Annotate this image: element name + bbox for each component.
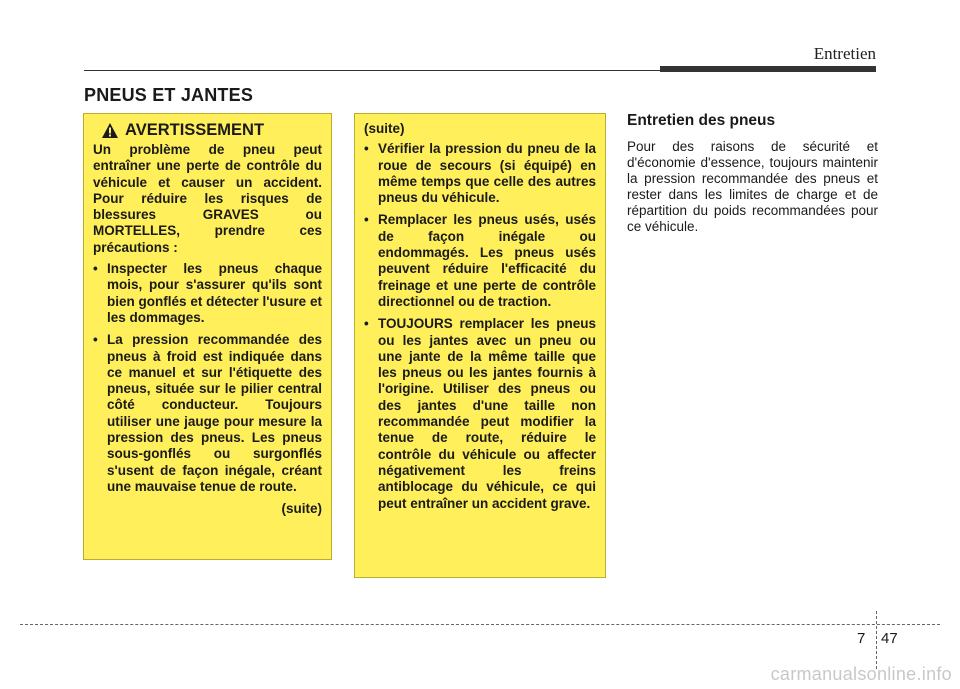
tire-maintenance-section — [627, 112, 878, 235]
warning-bullet: • TOUJOURS remplacer les pneus ou les jantes avec un pneu ou une jante de la même taille que les pneus ou les jantes fournis à l'origine. Utiliser des pneus ou des jantes d'une taille non recommandée peut modifier la tenue de route, réduire le contrôle du véhicule ou affecter négativement les freins antiblocage du véhicule, ce qui peut entraîner un accident grave. — [364, 316, 596, 512]
page-number: 47 — [881, 630, 898, 647]
tire-maintenance-body: Pour des raisons de sécurité et d'économie d'essence, toujours maintenir la pression recommandée des pneus et rester dans les limites de charge et de répartition du poids recommandées pour ce véhicule. — [627, 139, 878, 234]
warning-triangle-icon — [101, 122, 119, 139]
chapter-title: Entretien — [813, 44, 876, 63]
continued-from-label: (suite) — [364, 121, 405, 136]
page-divider — [876, 611, 877, 669]
footer-rule — [20, 624, 940, 625]
warning-intro: Un problème de pneu peut entraîner une perte de contrôle du véhicule et causer un accident. Pour réduire les risques de blessures GRAVES ou MORTELLES, prendre ces précautions : — [93, 142, 322, 255]
chapter-number: 7 — [857, 630, 866, 647]
warning-left-list — [93, 261, 322, 495]
warning-title: AVERTISSEMENT — [125, 121, 265, 140]
warning-right-list — [364, 141, 596, 512]
warning-bullet: • La pression recommandée des pneus à froid est indiquée dans ce manuel et sur l'étiquette des pneus, située sur le pilier central côté conducteur. Toujours utiliser une jauge pour mesure la pression des pneus. Les pneus sous-gonflés ou surgonflés s'usent de façon inégale, créant une mauvaise tenue de route. — [93, 332, 322, 495]
continued-label: (suite) — [281, 501, 322, 517]
watermark: carmanualsonline.info — [770, 664, 952, 684]
header-rule-thick — [660, 66, 876, 72]
section-title: PNEUS ET JANTES — [84, 85, 254, 105]
header-rule-thin — [84, 70, 660, 71]
warning-bullet: • Remplacer les pneus usés, usés de façon inégale ou endommagés. Les pneus usés peuvent réduire l'efficacité du freinage et une perte de contrôle directionnel ou de traction. — [364, 212, 596, 310]
warning-box-left — [83, 113, 332, 560]
warning-header — [93, 122, 322, 139]
warning-bullet: • Inspecter les pneus chaque mois, pour s'assurer qu'ils sont bien gonflés et détecter l'usure et les dommages. — [93, 261, 322, 326]
tire-maintenance-heading: Entretien des pneus — [627, 112, 776, 129]
warning-box-right — [354, 113, 606, 578]
warning-bullet: • Vérifier la pression du pneu de la roue de secours (si équipé) en même temps que celle des autres pneus du véhicule. — [364, 141, 596, 206]
